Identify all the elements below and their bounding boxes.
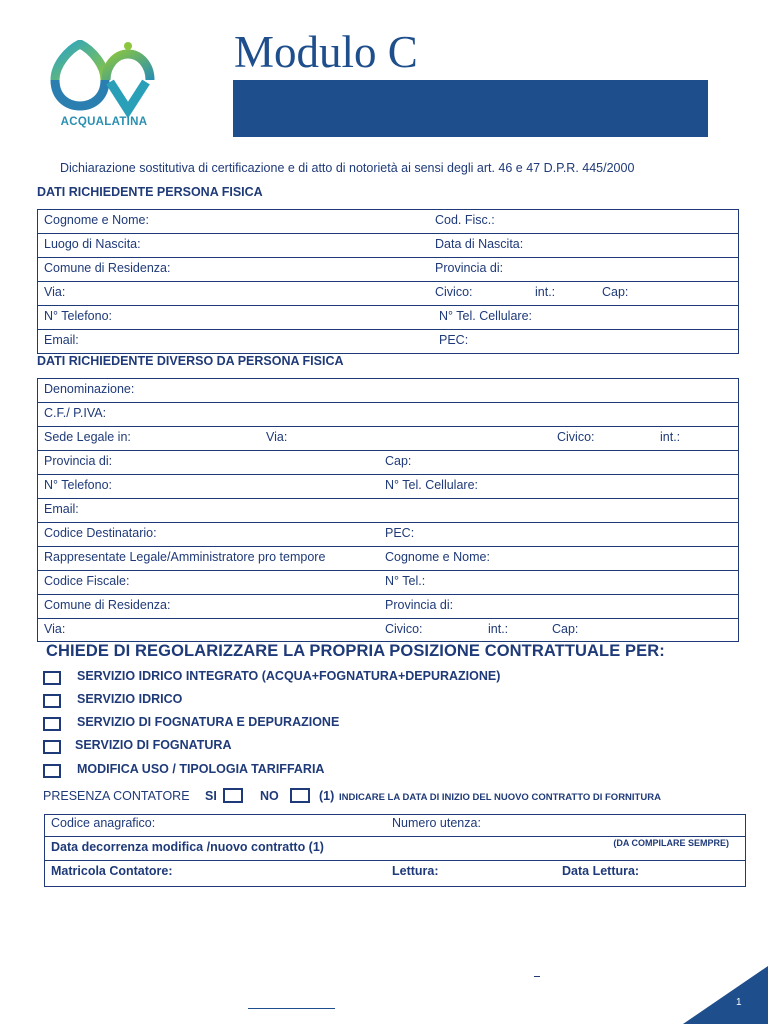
table-row <box>38 330 738 354</box>
telefono-field[interactable]: N° Telefono: <box>44 309 113 323</box>
table-row <box>45 837 745 861</box>
presenza-si-label: SI <box>205 789 217 803</box>
comune-residenza-field[interactable]: Comune di Residenza: <box>44 261 171 275</box>
option-label: MODIFICA USO / TIPOLOGIA TARIFFARIA <box>77 762 325 776</box>
option-label: SERVIZIO IDRICO INTEGRATO (ACQUA+FOGNATURA+DEPURAZIONE) <box>77 669 501 683</box>
table-row <box>38 258 738 282</box>
corner-triangle <box>683 966 768 1024</box>
contatore-table <box>44 814 746 887</box>
logo-text: ACQUALATINA <box>60 116 148 128</box>
comune-residenza-field[interactable]: Comune di Residenza: <box>44 598 171 612</box>
lettura-field[interactable]: Lettura: <box>392 864 439 878</box>
section-heading-diverso: DATI RICHIEDENTE DIVERSO DA PERSONA FISICA <box>37 354 344 368</box>
dash-mark <box>534 976 540 977</box>
int2-field[interactable]: int.: <box>488 622 509 636</box>
table-row <box>38 595 738 619</box>
cf-piva-field[interactable]: C.F./ P.IVA: <box>44 406 107 420</box>
page-number: 1 <box>736 997 742 1008</box>
table-row <box>38 403 738 427</box>
presenza-no-label: NO <box>260 789 279 803</box>
luogo-nascita-field[interactable]: Luogo di Nascita: <box>44 237 141 251</box>
codice-anagrafico-field[interactable]: Codice anagrafico: <box>51 816 156 830</box>
table-row <box>38 475 738 499</box>
via-field[interactable]: Via: <box>44 285 66 299</box>
da-compilare-note: (DA COMPILARE SEMPRE) <box>613 838 729 848</box>
provincia-field[interactable]: Provincia di: <box>44 454 113 468</box>
form-subtitle: Dichiarazione sostitutiva di certificazione e di atto di notorietà ai sensi degli art. 46 e 47 D.P.R. 445/2000 <box>60 161 635 175</box>
checkbox[interactable] <box>43 694 61 708</box>
table-row <box>38 234 738 258</box>
cellulare-field[interactable]: N° Tel. Cellulare: <box>439 309 532 323</box>
civico-field[interactable]: Civico: <box>435 285 473 299</box>
denominazione-field[interactable]: Denominazione: <box>44 382 135 396</box>
int-field[interactable]: int.: <box>535 285 556 299</box>
checkbox[interactable] <box>43 764 61 778</box>
title-banner <box>233 80 708 137</box>
telefono-field[interactable]: N° Telefono: <box>44 478 113 492</box>
table-row <box>38 571 738 595</box>
note-marker: (1) <box>319 789 335 803</box>
form-title: Modulo C <box>234 27 418 77</box>
cap-field[interactable]: Cap: <box>385 454 412 468</box>
int-field[interactable]: int.: <box>660 430 681 444</box>
rappresentante-cognome-nome-field[interactable]: Cognome e Nome: <box>385 550 490 564</box>
request-heading: CHIEDE DI REGOLARIZZARE LA PROPRIA POSIZIONE CONTRATTUALE PER: <box>46 642 665 660</box>
tel-field[interactable]: N° Tel.: <box>385 574 426 588</box>
table-row <box>38 427 738 451</box>
table-row <box>38 210 738 234</box>
presenza-no-checkbox[interactable] <box>290 788 310 803</box>
presenza-si-checkbox[interactable] <box>223 788 243 803</box>
codice-destinatario-field[interactable]: Codice Destinatario: <box>44 526 157 540</box>
matricola-contatore-field[interactable]: Matricola Contatore: <box>51 864 173 878</box>
table-row <box>45 815 745 837</box>
data-nascita-field[interactable]: Data di Nascita: <box>435 237 524 251</box>
pec-field[interactable]: PEC: <box>439 333 469 347</box>
table-row <box>38 523 738 547</box>
table-row <box>38 451 738 475</box>
table-row <box>38 619 738 643</box>
presenza-contatore-label: PRESENZA CONTATORE <box>43 789 190 803</box>
option-label: SERVIZIO DI FOGNATURA E DEPURAZIONE <box>77 715 340 729</box>
table-row <box>38 282 738 306</box>
checkbox[interactable] <box>43 671 61 685</box>
table-row <box>38 379 738 403</box>
table-row <box>45 861 745 885</box>
civico2-field[interactable]: Civico: <box>385 622 423 636</box>
rappresentante-label: Rappresentate Legale/Amministratore pro tempore <box>44 550 326 564</box>
civico-field[interactable]: Civico: <box>557 430 595 444</box>
email-field[interactable]: Email: <box>44 502 79 516</box>
checkbox[interactable] <box>43 717 61 731</box>
cap2-field[interactable]: Cap: <box>552 622 579 636</box>
data-decorrenza-field[interactable]: Data decorrenza modifica /nuovo contratto (1) <box>51 840 324 854</box>
option-label: SERVIZIO IDRICO <box>77 692 183 706</box>
sede-legale-field[interactable]: Sede Legale in: <box>44 430 131 444</box>
cap-field[interactable]: Cap: <box>602 285 629 299</box>
pec-field[interactable]: PEC: <box>385 526 415 540</box>
email-field[interactable]: Email: <box>44 333 79 347</box>
diverso-persona-fisica-table <box>37 378 739 642</box>
checkbox[interactable] <box>43 740 61 754</box>
data-lettura-field[interactable]: Data Lettura: <box>562 864 640 878</box>
via2-field[interactable]: Via: <box>44 622 66 636</box>
table-row <box>38 547 738 571</box>
provincia2-field[interactable]: Provincia di: <box>385 598 454 612</box>
table-row <box>38 499 738 523</box>
table-row <box>38 306 738 330</box>
section-heading-persona-fisica: DATI RICHIEDENTE PERSONA FISICA <box>37 185 263 199</box>
footer-link-underline <box>248 1008 335 1009</box>
presenza-note: INDICARE LA DATA DI INIZIO DEL NUOVO CONTRATTO DI FORNITURA <box>339 792 661 803</box>
via-field[interactable]: Via: <box>266 430 288 444</box>
cellulare-field[interactable]: N° Tel. Cellulare: <box>385 478 478 492</box>
persona-fisica-table <box>37 209 739 354</box>
cod-fisc-field[interactable]: Cod. Fisc.: <box>435 213 495 227</box>
option-label: SERVIZIO DI FOGNATURA <box>75 738 232 752</box>
provincia-field[interactable]: Provincia di: <box>435 261 504 275</box>
cognome-nome-field[interactable]: Cognome e Nome: <box>44 213 149 227</box>
numero-utenza-field[interactable]: Numero utenza: <box>392 816 481 830</box>
codice-fiscale-field[interactable]: Codice Fiscale: <box>44 574 130 588</box>
